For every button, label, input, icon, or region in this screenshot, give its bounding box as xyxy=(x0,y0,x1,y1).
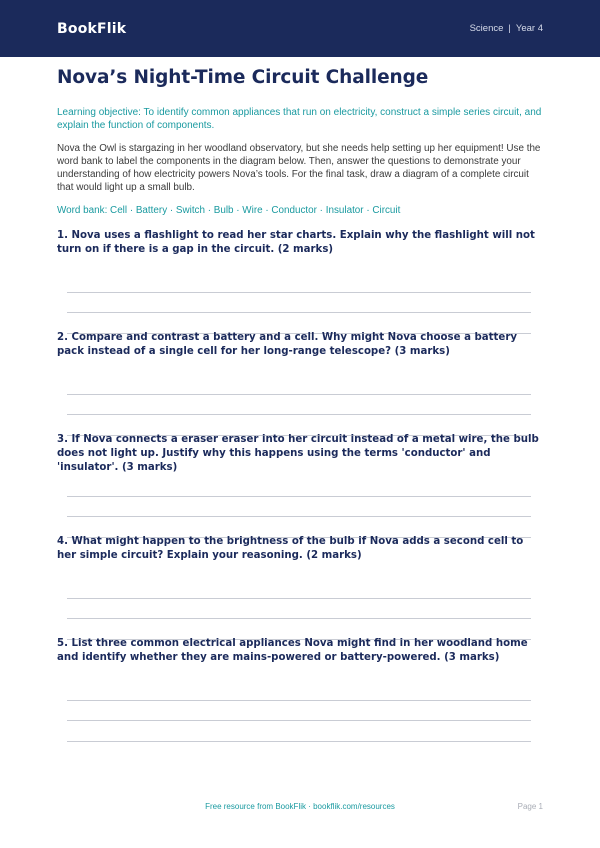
page-footer xyxy=(0,802,600,816)
question-text: 1. Nova uses a flashlight to read her star charts. Explain why the flashlight will not turn on if there is a gap in the circuit. (2 marks) xyxy=(57,230,535,255)
question-text: 5. List three common electrical appliances Nova might find in her woodland home and identify whether they are mains-powered or battery-powered. (3 marks) xyxy=(57,638,528,663)
footer-resource-link[interactable]: Free resource from BookFlik · bookflik.com/resources xyxy=(205,802,395,811)
answer-line[interactable] xyxy=(67,292,531,293)
question-5 xyxy=(57,637,544,665)
answer-line[interactable] xyxy=(67,618,531,619)
page-title: Nova’s Night-Time Circuit Challenge xyxy=(57,67,429,88)
brand-logo: BookFlik xyxy=(57,20,127,37)
subject-label: Science xyxy=(469,23,504,34)
page-number: Page 1 xyxy=(517,802,543,811)
meta-separator: | xyxy=(508,23,511,34)
answer-line[interactable] xyxy=(67,496,531,497)
question-1 xyxy=(57,229,544,257)
answer-line[interactable] xyxy=(67,414,531,415)
question-text: 4. What might happen to the brightness of the bulb if Nova adds a second cell to her simple circuit? Explain your reasoning. (2 marks) xyxy=(57,536,524,561)
answer-line[interactable] xyxy=(67,720,531,721)
worksheet-body xyxy=(57,57,544,216)
intro-paragraph: Nova the Owl is stargazing in her woodland observatory, but she needs help setting up her equipment! Use the word bank to label the components in the diagram below. Then, answer the questions to demonstrate your understanding of how electricity powers Nova’s tools. For the final task, draw a diagram of a complete circuit that would light up a small bulb. xyxy=(57,143,541,193)
answer-line[interactable] xyxy=(67,394,531,395)
word-bank: Word bank: Cell · Battery · Switch · Bulb · Wire · Conductor · Insulator · Circuit xyxy=(57,205,401,216)
answer-line[interactable] xyxy=(67,700,531,701)
subject-year xyxy=(470,23,543,34)
answer-line[interactable] xyxy=(67,598,531,599)
question-2 xyxy=(57,331,544,359)
question-text: 2. Compare and contrast a battery and a cell. Why might Nova choose a battery pack instead of a single cell for her long-range telescope? (3 marks) xyxy=(57,332,517,357)
question-4 xyxy=(57,535,544,563)
question-3 xyxy=(57,433,544,475)
question-text: 3. If Nova connects a eraser eraser into her circuit instead of a metal wire, the bulb does not light up. Justify why this happens using the terms 'conductor' and 'insulator'. (3 marks) xyxy=(57,434,539,473)
header-bar xyxy=(0,0,600,57)
answer-line[interactable] xyxy=(67,312,531,313)
answer-line[interactable] xyxy=(67,516,531,517)
answer-line[interactable] xyxy=(67,741,531,742)
learning-objective: Learning objective: To identify common appliances that run on electricity, construct a simple series circuit, and explain the function of components. xyxy=(57,107,542,131)
year-label: Year 4 xyxy=(515,23,543,34)
